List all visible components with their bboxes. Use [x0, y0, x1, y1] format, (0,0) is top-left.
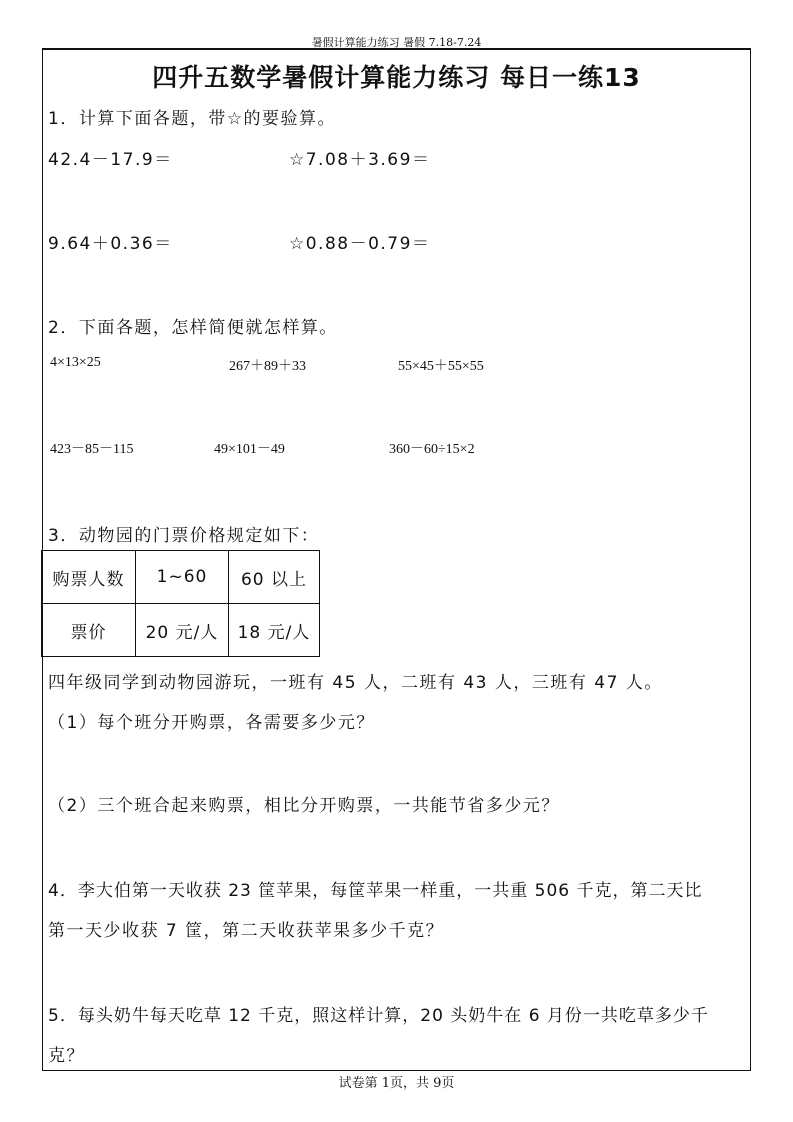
q1-prompt: 1．计算下面各题，带☆的要验算。	[48, 109, 337, 129]
q1-item-4: ☆0.88－0.79＝	[289, 234, 431, 254]
q2-item-4: 423－85－115	[50, 442, 134, 457]
q2-item-6: 360－60÷15×2	[389, 442, 475, 457]
q4-line1: 4．李大伯第一天收获 23 筐苹果，每筐苹果一样重，一共重 506 千克，第二天比	[48, 881, 703, 901]
q5-line1: 5．每头奶牛每天吃草 12 千克，照这样计算，20 头奶牛在 6 月份一共吃草多少千	[48, 1006, 709, 1026]
table-cell: 1~60	[136, 551, 229, 604]
table-cell: 票价	[42, 604, 136, 657]
table-cell: 60 以上	[229, 551, 320, 604]
q2-item-5: 49×101－49	[214, 442, 285, 457]
table-cell: 18 元/人	[229, 604, 320, 657]
q3-text: 四年级同学到动物园游玩，一班有 45 人，二班有 43 人，三班有 47 人。	[48, 673, 663, 693]
q3-sub1: （1）每个班分开购票，各需要多少元？	[48, 713, 375, 733]
page-header: 暑假计算能力练习 暑假 7.18-7.24	[311, 36, 482, 49]
ticket-price-table	[41, 550, 320, 657]
q1-item-2: ☆7.08＋3.69＝	[289, 150, 431, 170]
q4-line2: 第一天少收获 7 筐，第二天收获苹果多少千克？	[48, 921, 445, 941]
table-cell: 购票人数	[42, 551, 136, 604]
table-row	[42, 551, 320, 604]
q3-prompt: 3．动物园的门票价格规定如下：	[48, 526, 320, 546]
q2-item-3: 55×45＋55×55	[398, 359, 484, 374]
q2-prompt: 2．下面各题，怎样简便就怎样算。	[48, 318, 338, 338]
table-row	[42, 604, 320, 657]
q2-item-1: 4×13×25	[50, 355, 101, 370]
q5-line2: 克？	[48, 1046, 85, 1066]
table-cell: 20 元/人	[136, 604, 229, 657]
page-title: 四升五数学暑假计算能力练习 每日一练13	[152, 63, 641, 92]
q1-item-1: 42.4－17.9＝	[48, 150, 173, 170]
q1-item-3: 9.64＋0.36＝	[48, 234, 173, 254]
q3-sub2: （2）三个班合起来购票，相比分开购票，一共能节省多少元？	[48, 796, 560, 816]
page-footer: 试卷第 1页，共 9页	[338, 1076, 455, 1091]
q2-item-2: 267＋89＋33	[229, 359, 306, 374]
